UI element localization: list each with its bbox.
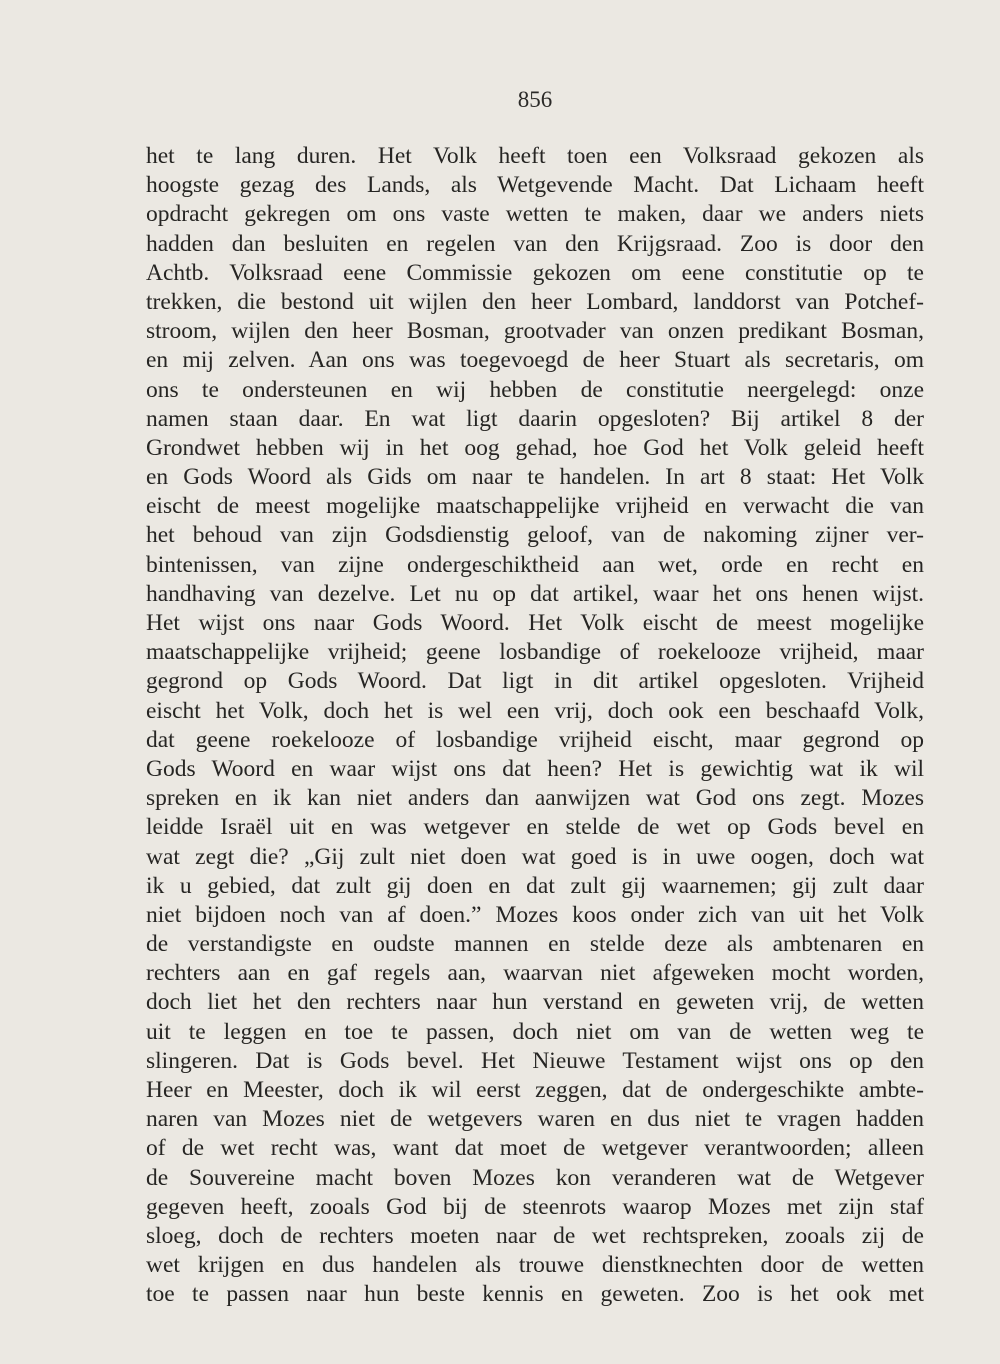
- text-line: slingeren. Dat is Gods bevel. Het Nieuwe Testament wijst ons op den: [146, 1047, 924, 1074]
- text-line: stroom, wijlen den heer Bosman, grootvader van onzen predikant Bosman,: [146, 318, 924, 345]
- text-line: Grondwet hebben wij in het oog gehad, hoe God het Volk geleid heeft: [146, 434, 924, 461]
- text-line: handhaving van dezelve. Let nu op dat artikel, waar het ons henen wijst.: [146, 580, 924, 607]
- text-line: naren van Mozes niet de wetgevers waren en dus niet te vragen hadden: [146, 1106, 924, 1133]
- text-line: opdracht gekregen om ons vaste wetten te maken, daar we anders niets: [146, 201, 924, 228]
- text-line: gegeven heeft, zooals God bij de steenrots waarop Mozes met zijn staf: [146, 1193, 924, 1220]
- text-line: doch liet het den rechters naar hun verstand en geweten vrij, de wetten: [146, 989, 924, 1016]
- text-line: Gods Woord en waar wijst ons dat heen? Het is gewichtig wat ik wil: [146, 755, 924, 782]
- text-line: het te lang duren. Het Volk heeft toen een Volksraad gekozen als: [146, 143, 924, 169]
- text-line: maatschappelijke vrijheid; geene losbandige of roekelooze vrijheid, maar: [146, 639, 924, 666]
- text-line: ik u gebied, dat zult gij doen en dat zult gij waarnemen; gij zult daar: [146, 872, 924, 899]
- text-line: wet krijgen en dus handelen als trouwe dienstknechten door de wetten: [146, 1252, 924, 1279]
- body-text: [146, 142, 924, 1310]
- text-line: en Gods Woord als Gids om naar te handelen. In art 8 staat: Het Volk: [146, 464, 924, 491]
- text-line: Heer en Meester, doch ik wil eerst zeggen, dat de ondergeschikte ambte-: [146, 1077, 924, 1103]
- text-line: bintenissen, van zijne ondergeschiktheid aan wet, orde en recht en: [146, 551, 924, 578]
- text-line: hadden dan besluiten en regelen van den Krijgsraad. Zoo is door den: [146, 230, 924, 257]
- text-line: Achtb. Volksraad eene Commissie gekozen om eene constitutie op te: [146, 259, 924, 286]
- text-line: leidde Israël uit en was wetgever en stelde de wet op Gods bevel en: [146, 814, 924, 841]
- text-line: de Souvereine macht boven Mozes kon veranderen wat de Wetgever: [146, 1164, 924, 1191]
- text-line: spreken en ik kan niet anders dan aanwijzen wat God ons zegt. Mozes: [146, 785, 924, 812]
- text-line: eischt het Volk, doch het is wel een vrij, doch ook een beschaafd Volk,: [146, 697, 924, 724]
- text-line: ons te ondersteunen en wij hebben de constitutie neergelegd: onze: [146, 376, 924, 403]
- text-line: of de wet recht was, want dat moet de wetgever verantwoorden; alleen: [146, 1135, 924, 1162]
- text-line: eischt de meest mogelijke maatschappelijke vrijheid en verwacht die van: [146, 493, 924, 520]
- text-line: gegrond op Gods Woord. Dat ligt in dit artikel opgesloten. Vrijheid: [146, 668, 924, 695]
- text-line: het behoud van zijn Godsdienstig geloof, van de nakoming zijner ver-: [146, 522, 924, 549]
- text-line: hoogste gezag des Lands, als Wetgevende Macht. Dat Lichaam heeft: [146, 172, 924, 199]
- text-line: uit te leggen en toe te passen, doch niet om van de wetten weg te: [146, 1018, 924, 1045]
- text-line: Het wijst ons naar Gods Woord. Het Volk eischt de meest mogelijke: [146, 610, 924, 636]
- text-line: rechters aan en gaf regels aan, waarvan niet afgeweken mocht worden,: [146, 960, 924, 987]
- text-line: dat geene roekelooze of losbandige vrijheid eischt, maar gegrond op: [146, 726, 924, 753]
- text-line: wat zegt die? „Gij zult niet doen wat goed is in uwe oogen, doch wat: [146, 843, 924, 870]
- text-line: de verstandigste en oudste mannen en stelde deze als ambtenaren en: [146, 931, 924, 958]
- text-line: niet bijdoen noch van af doen.” Mozes koos onder zich van uit het Volk: [146, 901, 924, 928]
- text-line: trekken, die bestond uit wijlen den heer Lombard, landdorst van Potchef-: [146, 288, 924, 315]
- page-number: 856: [517, 87, 553, 112]
- text-line: namen staan daar. En wat ligt daarin opgesloten? Bij artikel 8 der: [146, 405, 924, 432]
- text-line: toe te passen naar hun beste kennis en geweten. Zoo is het ook met: [146, 1281, 924, 1308]
- text-line: en mij zelven. Aan ons was toegevoegd de heer Stuart als secretaris, om: [146, 347, 924, 374]
- text-line: sloeg, doch de rechters moeten naar de wet rechtspreken, zooals zij de: [146, 1222, 924, 1249]
